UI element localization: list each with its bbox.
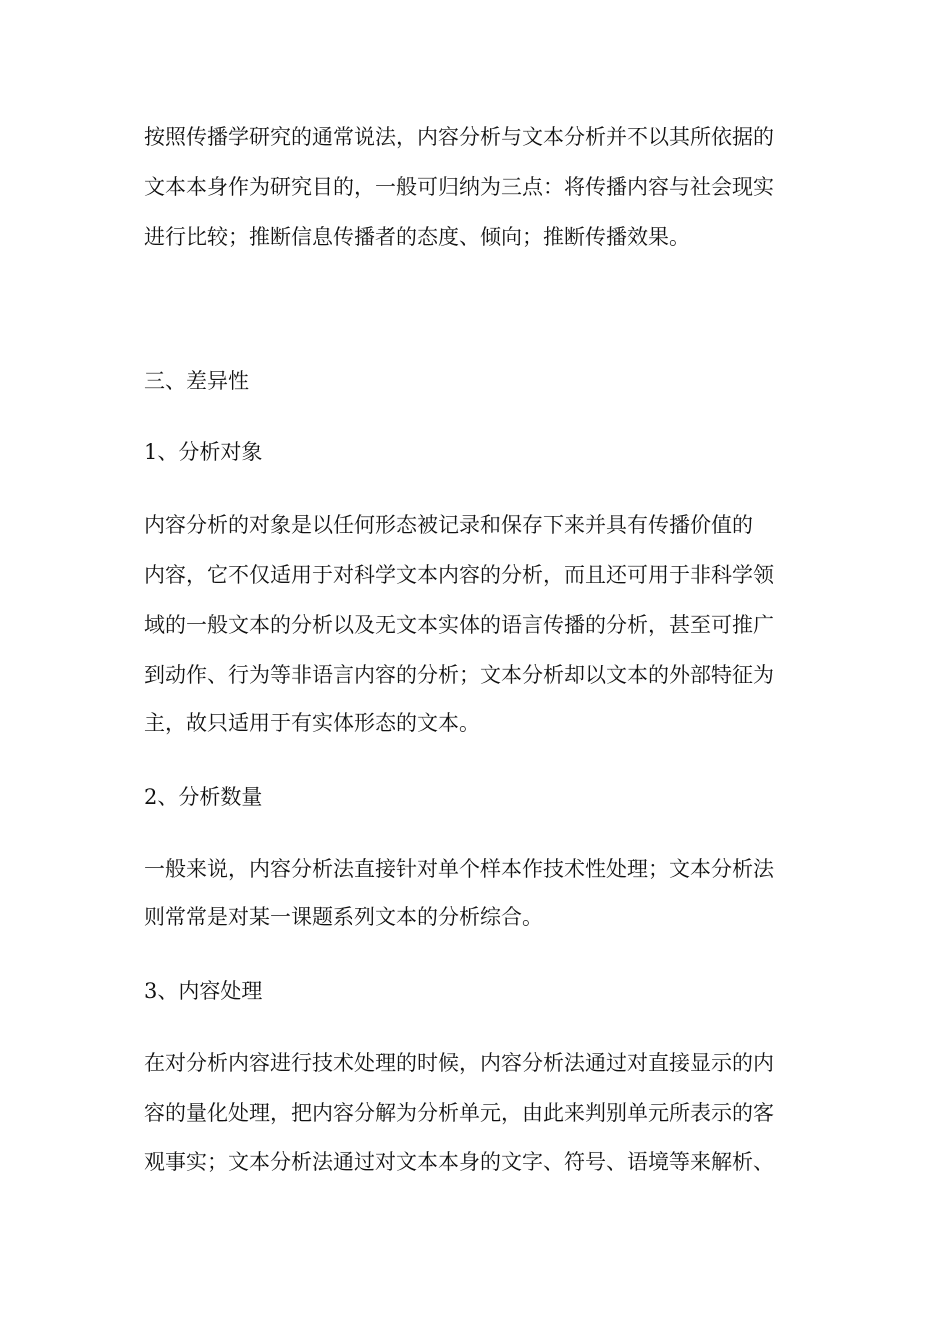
analysis-object-line: 主，故只适用于有实体形态的文本。	[144, 711, 480, 735]
content-processing-line: 在对分析内容进行技术处理的时候，内容分析法通过对直接显示的内	[144, 1051, 774, 1075]
section-heading: 三、差异性	[144, 369, 249, 393]
analysis-object-line: 域的一般文本的分析以及无文本实体的语言传播的分析，甚至可推广	[144, 613, 774, 637]
intro-paragraph-line: 进行比较；推断信息传播者的态度、倾向；推断传播效果。	[144, 225, 690, 249]
analysis-quantity-line: 一般来说，内容分析法直接针对单个样本作技术性处理；文本分析法	[144, 857, 774, 881]
analysis-object-line: 内容，它不仅适用于对科学文本内容的分析，而且还可用于非科学领	[144, 563, 774, 587]
subsection-heading-content-processing: 3、内容处理	[144, 979, 263, 1003]
analysis-object-line: 到动作、行为等非语言内容的分析；文本分析却以文本的外部特征为	[144, 663, 774, 687]
analysis-quantity-line: 则常常是对某一课题系列文本的分析综合。	[144, 905, 543, 929]
intro-paragraph-line: 按照传播学研究的通常说法，内容分析与文本分析并不以其所依据的	[144, 125, 774, 149]
subsection-heading-analysis-quantity: 2、分析数量	[144, 785, 263, 809]
analysis-object-line: 内容分析的对象是以任何形态被记录和保存下来并具有传播价值的	[144, 513, 753, 537]
subsection-heading-analysis-object: 1、分析对象	[144, 440, 263, 464]
intro-paragraph-line: 文本本身作为研究目的，一般可归纳为三点：将传播内容与社会现实	[144, 175, 774, 199]
content-processing-line: 容的量化处理，把内容分解为分析单元，由此来判别单元所表示的客	[144, 1101, 774, 1125]
content-processing-line: 观事实；文本分析法通过对文本本身的文字、符号、语境等来解析、	[144, 1150, 774, 1174]
